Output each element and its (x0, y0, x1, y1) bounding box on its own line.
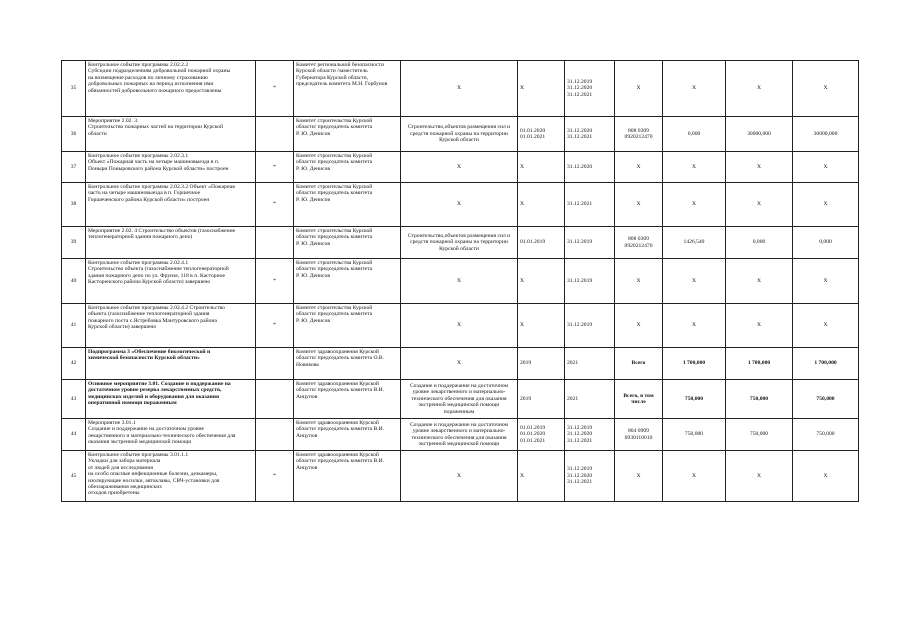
end-date-cell: 31.12.2020 31.12.2021 (565, 117, 615, 152)
result-cell: Создание и поддержание на достаточном уровне лекарственного и материально- технического обеспечения для оказания экстренной медицинской помощи (401, 419, 518, 451)
row-number: 44 (62, 419, 86, 451)
funding-2019-cell: 1426,540 (663, 227, 726, 259)
control-mark-cell (256, 380, 294, 419)
row-number: 39 (62, 227, 86, 259)
event-name-cell: Основное мероприятие 3.01. Создание и поддержание на достаточном уровне резерва лекарственных средств, медицинских изделий и оборудования для оказания оперативной помощи пораженным (86, 380, 256, 419)
control-mark-cell (256, 227, 294, 259)
funding-2020-cell: 1 700,000 (726, 348, 793, 380)
responsible-cell: Комитет региональной безопасности Курской области /заместитель Губернатора Курской области, председатель комитета М.Н. Горбунов (294, 61, 401, 117)
row-number: 35 (62, 61, 86, 117)
row-number: 41 (62, 304, 86, 348)
control-mark-cell (256, 117, 294, 152)
funding-2020-cell: 0,000 (726, 227, 793, 259)
table-row (62, 451, 859, 502)
table-row (62, 259, 859, 304)
row-number: 45 (62, 451, 86, 502)
control-mark-cell (256, 348, 294, 380)
budget-code-cell: X (615, 152, 663, 183)
event-name-cell: Мероприятие 2.02. 3. Строительство пожарных частей на территории Курской области (86, 117, 256, 152)
budget-code-cell: X (615, 183, 663, 227)
control-mark-cell: * (256, 152, 294, 183)
event-name-cell: Контрольное событие программы 2.02.4.2 Строительство объекта (газоснабжение теплогенераторной здания пожарного поста с.Ястребовка Мантуровского района Курской области) завершено (86, 304, 256, 348)
start-date-cell: X (518, 259, 565, 304)
event-name-cell: Контрольное событие программы 2.02.3.2 Объект «Пожарная часть на четыре машиновыезда в п. Горшечное Горшеченского района Курской области» построен (86, 183, 256, 227)
start-date-cell: X (518, 451, 565, 502)
result-cell: X (401, 152, 518, 183)
funding-2021-cell: X (793, 451, 859, 502)
funding-2020-cell: X (726, 61, 793, 117)
funding-2021-cell: X (793, 304, 859, 348)
budget-code-cell: 808 0309 0920212470 (615, 227, 663, 259)
responsible-cell: Комитет здравоохранения Курской области/ председатель комитета В.И. Анцупов (294, 380, 401, 419)
funding-2021-cell: 750,000 (793, 419, 859, 451)
responsible-cell: Комитет строительства Курской области/ председатель комитета Р. Ю. Денисов (294, 183, 401, 227)
start-date-cell: X (518, 61, 565, 117)
start-date-cell: 01.01.2019 01.01.2020 01.01.2021 (518, 419, 565, 451)
table-row (62, 117, 859, 152)
result-cell: X (401, 348, 518, 380)
start-date-cell: X (518, 304, 565, 348)
event-name-cell: Мероприятие 2.02. 4 Строительство объектов (газоснабжение теплогенераторной здания пожарного депо) (86, 227, 256, 259)
funding-2020-cell: X (726, 451, 793, 502)
end-date-cell: 31.12.2019 31.12.2020 31.12.2021 (565, 451, 615, 502)
control-mark-cell: * (256, 451, 294, 502)
funding-2020-cell: 30000,000 (726, 117, 793, 152)
budget-code-cell: X (615, 451, 663, 502)
funding-2019-cell: X (663, 451, 726, 502)
start-date-cell: 2019 (518, 348, 565, 380)
funding-2021-cell: 30000,000 (793, 117, 859, 152)
control-mark-cell (256, 419, 294, 451)
result-cell: Создание и поддержание на достаточном уровне лекарственного и материально- технического обеспечения для оказания экстренной медицинской помощи пораженным (401, 380, 518, 419)
program-table (61, 60, 859, 502)
end-date-cell: 2021 (565, 380, 615, 419)
responsible-cell: Комитет строительства Курской области/ председатель комитета Р. Ю. Денисов (294, 117, 401, 152)
end-date-cell: 31.12.2019 31.12.2020 31.12.2021 (565, 419, 615, 451)
table-row (62, 380, 859, 419)
table-row (62, 419, 859, 451)
funding-2019-cell: X (663, 61, 726, 117)
end-date-cell: 31.12.2019 31.12.2020 31.12.2021 (565, 61, 615, 117)
result-cell: Строительство,объектов размещения сил и средств пожарной охраны на территории Курской области (401, 227, 518, 259)
budget-code-cell: Всего (615, 348, 663, 380)
result-cell: X (401, 451, 518, 502)
control-mark-cell: * (256, 259, 294, 304)
funding-2021-cell: X (793, 183, 859, 227)
budget-code-cell: X (615, 304, 663, 348)
funding-2019-cell: X (663, 152, 726, 183)
budget-code-cell: 804 0909 0930110010 (615, 419, 663, 451)
funding-2020-cell: X (726, 152, 793, 183)
table-row (62, 152, 859, 183)
end-date-cell: 31.12.2019 (565, 227, 615, 259)
funding-2019-cell: 1 700,000 (663, 348, 726, 380)
responsible-cell: Комитет здравоохранения Курской области/ председатель комитета В.И. Анцупов (294, 451, 401, 502)
row-number: 40 (62, 259, 86, 304)
budget-code-cell: X (615, 61, 663, 117)
control-mark-cell: * (256, 61, 294, 117)
funding-2019-cell: X (663, 304, 726, 348)
funding-2021-cell: 1 700,000 (793, 348, 859, 380)
budget-code-cell: X (615, 259, 663, 304)
budget-code-cell: 808 0309 0920212470 (615, 117, 663, 152)
responsible-cell: Комитет строительства Курской области/ председатель комитета Р. Ю. Денисов (294, 152, 401, 183)
row-number: 43 (62, 380, 86, 419)
funding-2019-cell: 0,000 (663, 117, 726, 152)
funding-2019-cell: 750,000 (663, 380, 726, 419)
row-number: 37 (62, 152, 86, 183)
start-date-cell: 01.01.2019 (518, 227, 565, 259)
funding-2019-cell: 750,000 (663, 419, 726, 451)
funding-2020-cell: X (726, 259, 793, 304)
event-name-cell: Контрольное событие программы 2.02.3.1 Объект «Пожарная часть на четыре машиновыезда в п. Поныри Поныровского района Курской области» построен (86, 152, 256, 183)
funding-2020-cell: 750,000 (726, 419, 793, 451)
result-cell: X (401, 183, 518, 227)
row-number: 36 (62, 117, 86, 152)
funding-2021-cell: X (793, 259, 859, 304)
funding-2021-cell: X (793, 152, 859, 183)
funding-2020-cell: X (726, 183, 793, 227)
row-number: 38 (62, 183, 86, 227)
table-row (62, 304, 859, 348)
responsible-cell: Комитет строительства Курской области/ председатель комитета Р. Ю. Денисов (294, 227, 401, 259)
funding-2020-cell: X (726, 304, 793, 348)
start-date-cell: 2019 (518, 380, 565, 419)
responsible-cell: Комитет строительства Курской области/ председатель комитета Р. Ю. Денисов (294, 304, 401, 348)
result-cell: Строительство,объектов размещения сил и средств пожарной охраны на территории Курской области (401, 117, 518, 152)
table-row (62, 348, 859, 380)
table-row (62, 227, 859, 259)
funding-2021-cell: X (793, 61, 859, 117)
responsible-cell: Комитет строительства Курской области/ председатель комитета Р. Ю. Денисов (294, 259, 401, 304)
end-date-cell: 31.12.2020 (565, 152, 615, 183)
end-date-cell: 31.12.2019 (565, 259, 615, 304)
result-cell: X (401, 259, 518, 304)
table-row (62, 183, 859, 227)
responsible-cell: Комитет здравоохранения Курской области/ председатель комитета О.В. Новикова (294, 348, 401, 380)
event-name-cell: Мероприятие 3.01.1 Создание и поддержание на достаточном уровне лекарственного и материально-технического обеспечения для оказания экстренной медицинской помощи (86, 419, 256, 451)
funding-2019-cell: X (663, 259, 726, 304)
result-cell: X (401, 304, 518, 348)
funding-2020-cell: 750,000 (726, 380, 793, 419)
responsible-cell: Комитет здравоохранения Курской области/ председатель комитета В.И. Анцупов (294, 419, 401, 451)
event-name-cell: Контрольное событие программы 3.01.1.1 Укладки для забора материала от людей для исследования на особо опасные инфекционные болезни, дезкамеры, изолирующие носилки, автоклавы, СВЧ-установки для обеззараживания медицинских отходов приобретены (86, 451, 256, 502)
control-mark-cell: * (256, 304, 294, 348)
end-date-cell: 2021 (565, 348, 615, 380)
start-date-cell: X (518, 183, 565, 227)
control-mark-cell: * (256, 183, 294, 227)
funding-2021-cell: 750,000 (793, 380, 859, 419)
start-date-cell: 01.01.2020 01.01.2021 (518, 117, 565, 152)
end-date-cell: 31.12.2021 (565, 183, 615, 227)
event-name-cell: Контрольное событие программы 2.02.2.2 Субсидии подразделениям добровольной пожарной охраны на возмещение расходов по личному страхованию добровольных пожарных на период исполнения ими обязанностей добровольного пожарного предоставлены (86, 61, 256, 117)
start-date-cell: X (518, 152, 565, 183)
event-name-cell: Подпрограмма 3 «Обеспечение биологической и химической безопасности Курской области» (86, 348, 256, 380)
funding-2019-cell: X (663, 183, 726, 227)
row-number: 42 (62, 348, 86, 380)
event-name-cell: Контрольное событие программы 2.02.4.1 Строительство объекта (газоснабжение теплогенераторной здания пожарного депо по ул. Фрунзе, 118 в п. Касторное Касторенского района Курской области) завершено (86, 259, 256, 304)
result-cell: X (401, 61, 518, 117)
budget-code-cell: Всего, в том числе (615, 380, 663, 419)
end-date-cell: 31.12.2019 (565, 304, 615, 348)
table-row (62, 61, 859, 117)
funding-2021-cell: 0,000 (793, 227, 859, 259)
